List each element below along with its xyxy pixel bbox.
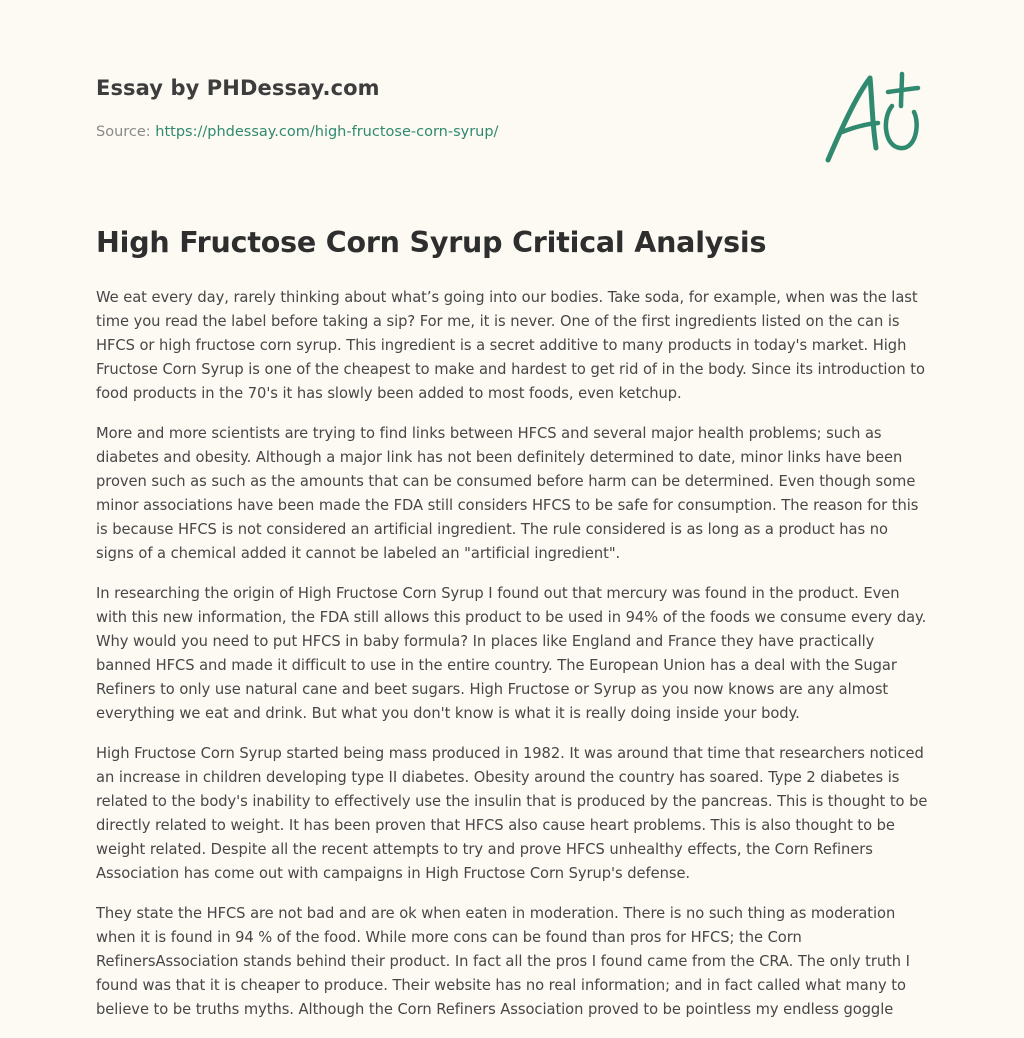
source-label: Source: (96, 124, 156, 140)
source-link[interactable]: https://phdessay.com/high-fructose-corn-syrup/ (155, 124, 499, 140)
brand-title: Essay by PHDessay.com (96, 76, 380, 100)
essay-paragraph: In researching the origin of High Fructose Corn Syrup I found out that mercury was found in the product. Even with this new information, the FDA still allows this product to be used in 94% of the foods we consume every day. Why would you need to put HFCS in baby formula? In places like England and France they have practically banned HFCS and made it difficult to use in the entire country. The European Union has a deal with the Sugar Refiners to only use natural cane and beet sugars. High Fructose or Syrup as you now knows are any almost everything we eat and drink. But what you don't know is what it is really doing inside your body. (96, 585, 927, 722)
essay-paragraph: They state the HFCS are not bad and are ok when eaten in moderation. There is no such thing as moderation when it is found in 94 % of the food. While more cons can be found than pros for HFCS; the Corn RefinersAssociation stands behind their product. In fact all the pros I found came from the CRA. The only truth I found was that it is cheaper to produce. Their website has no real information; and in fact called what many to believe to be truths myths. Although the Corn Refiners Association proved to be pointless my endless goggle (96, 905, 910, 1018)
source-line (96, 124, 498, 140)
a-plus-logo-icon (822, 66, 926, 166)
essay-body (96, 286, 930, 1038)
essay-paragraph: High Fructose Corn Syrup started being mass produced in 1982. It was around that time that researchers noticed an increase in children developing type II diabetes. Obesity around the country has soared. Type 2 diabetes is related to the body's inability to effectively use the insulin that is produced by the pancreas. This is thought to be directly related to weight. It has been proven that HFCS also cause heart problems. This is also thought to be weight related. Despite all the recent attempts to try and prove HFCS unhealthy effects, the Corn Refiners Association has come out with campaigns in High Fructose Corn Syrup's defense. (96, 745, 928, 882)
essay-title: High Fructose Corn Syrup Critical Analysis (96, 226, 767, 259)
essay-paragraph: More and more scientists are trying to find links between HFCS and several major health problems; such as diabetes and obesity. Although a major link has not been definitely determined to date, minor links have been proven such as such as the amounts that can be consumed before harm can be determined. Even though some minor associations have been made the FDA still considers HFCS to be safe for consumption. The reason for this is because HFCS is not considered an artificial ingredient. The rule considered is as long as a product has no signs of a chemical added it cannot be labeled an "artificial ingredient". (96, 425, 919, 562)
essay-paragraph: We eat every day, rarely thinking about what’s going into our bodies. Take soda, for example, when was the last time you read the label before taking a sip? For me, it is never. One of the first ingredients listed on the can is HFCS or high fructose corn syrup. This ingredient is a secret additive to many products in today's market. High Fructose Corn Syrup is one of the cheapest to make and hardest to get rid of in the body. Since its introduction to food products in the 70's it has slowly been added to most foods, even ketchup. (96, 289, 925, 402)
essay-header (96, 0, 928, 180)
